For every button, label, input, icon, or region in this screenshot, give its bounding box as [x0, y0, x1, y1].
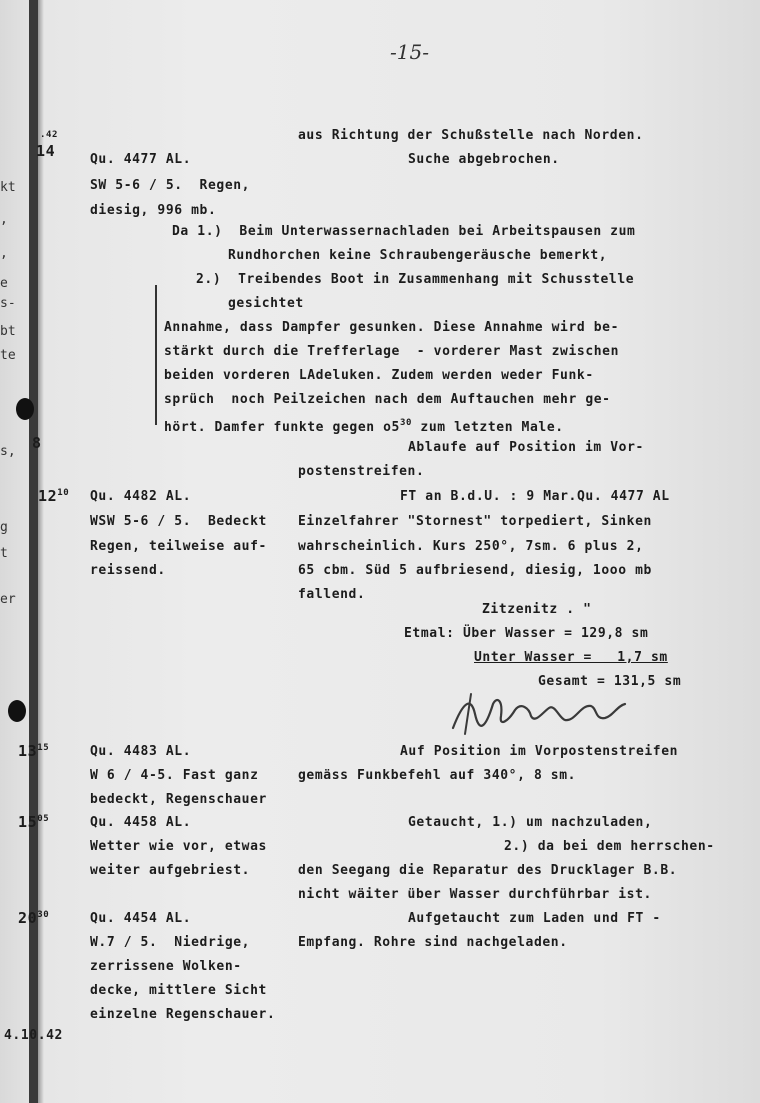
- weather-line: Wetter wie vor, etwas: [90, 839, 267, 854]
- text-line: Getaucht, 1.) um nachzuladen,: [408, 815, 653, 830]
- text-line: Einzelfahrer "Stornest" torpediert, Sinken: [298, 514, 652, 529]
- time-label: $12^{10}$: [38, 487, 70, 505]
- weather-line: zerrissene Wolken-: [90, 959, 242, 974]
- margin-mark: 8: [32, 434, 42, 452]
- text-line: gemäss Funkbefehl auf 340°, 8 sm.: [298, 768, 577, 783]
- text-line: aus Richtung der Schußstelle nach Norden.: [298, 128, 644, 143]
- text-line: hört. Damfer funkte gegen $o5^{30}$ zum letzten Male.: [164, 418, 564, 435]
- text-line: Etmal: Über Wasser = 129,8 sm: [404, 626, 649, 641]
- text-line: Da 1.) Beim Unterwassernachladen bei Arbeitspausen zum: [172, 224, 636, 239]
- margin-fragment: g: [0, 520, 8, 535]
- binding-shadow: [38, 0, 44, 1103]
- weather-line: reissend.: [90, 563, 166, 578]
- time-label: 14: [36, 142, 56, 160]
- text-line: Annahme, dass Dampfer gesunken. Diese Annahme wird be-: [164, 320, 620, 335]
- text-line: Unter Wasser = 1,7 sm: [474, 650, 668, 665]
- margin-fragment: bt: [0, 324, 16, 339]
- margin-fragment: e: [0, 276, 8, 291]
- text-line: beiden vorderen LAdeluken. Zudem werden weder Funk-: [164, 368, 594, 383]
- text-line: postenstreifen.: [298, 464, 425, 479]
- text-line: 65 cbm. Süd 5 aufbriesend, diesig, 1ooo mb: [298, 563, 652, 578]
- text-line: nicht wäiter über Wasser durchführbar ist.: [298, 887, 652, 902]
- text-line: den Seegang die Reparatur des Drucklager B.B.: [298, 863, 678, 878]
- weather-line: W 6 / 4-5. Fast ganz: [90, 768, 259, 783]
- text-line: 2.) da bei dem herrschen-: [504, 839, 715, 854]
- text-line: Auf Position im Vorpostenstreifen: [400, 744, 679, 759]
- time-label: $15^{05}$: [18, 813, 50, 831]
- weather-line: W.7 / 5. Niedrige,: [90, 935, 251, 950]
- margin-fragment: s,: [0, 444, 16, 459]
- time-small: .42: [40, 130, 59, 140]
- handwritten-signature: [445, 690, 635, 736]
- margin-fragment: te: [0, 348, 16, 363]
- time-label: $13^{15}$: [18, 742, 50, 760]
- margin-fragment: er: [0, 592, 16, 607]
- weather-line: decke, mittlere Sicht: [90, 983, 267, 998]
- margin-rule: [155, 285, 157, 425]
- text-line: sprüch noch Peilzeichen nach dem Auftauchen mehr ge-: [164, 392, 611, 407]
- position-label: Qu. 4458 AL.: [90, 815, 192, 830]
- text-line: Ablaufe auf Position im Vor-: [408, 440, 644, 455]
- weather-line: WSW 5-6 / 5. Bedeckt: [90, 514, 267, 529]
- position-label: Qu. 4454 AL.: [90, 911, 192, 926]
- margin-fragment: ,: [0, 246, 8, 261]
- weather-line: diesig, 996 mb.: [90, 203, 217, 218]
- time-label: $20^{30}$: [18, 909, 50, 927]
- text-line: gesichtet: [228, 296, 304, 311]
- weather-line: bedeckt, Regenschauer: [90, 792, 267, 807]
- text-line: stärkt durch die Trefferlage - vorderer Mast zwischen: [164, 344, 620, 359]
- text-line: Aufgetaucht zum Laden und FT -: [408, 911, 661, 926]
- page-number: -15-: [390, 40, 429, 64]
- text-line: Zitzenitz . ": [482, 602, 592, 617]
- punch-hole: [16, 398, 34, 420]
- punch-hole: [8, 700, 26, 722]
- text-line: Empfang. Rohre sind nachgeladen.: [298, 935, 568, 950]
- margin-fragment: s-: [0, 296, 16, 311]
- binding-strip: [29, 0, 38, 1103]
- text-line: fallend.: [298, 587, 366, 602]
- text-line: Suche abgebrochen.: [408, 152, 560, 167]
- margin-fragment: t: [0, 546, 8, 561]
- position-label: Qu. 4477 AL.: [90, 152, 192, 167]
- text-line: Rundhorchen keine Schraubengeräusche bemerkt,: [228, 248, 608, 263]
- date-label: 4.10.42: [4, 1028, 63, 1043]
- text-line: wahrscheinlich. Kurs 250°, 7sm. 6 plus 2,: [298, 539, 644, 554]
- text-line: Gesamt = 131,5 sm: [538, 674, 682, 689]
- weather-line: Regen, teilweise auf-: [90, 539, 267, 554]
- text-line: FT an B.d.U. : 9 Mar.Qu. 4477 AL: [400, 489, 670, 504]
- weather-line: weiter aufgebriest.: [90, 863, 251, 878]
- margin-fragment: kt: [0, 180, 16, 195]
- margin-fragment: ,: [0, 212, 8, 227]
- position-label: Qu. 4483 AL.: [90, 744, 192, 759]
- text-line: 2.) Treibendes Boot in Zusammenhang mit Schusstelle: [196, 272, 635, 287]
- position-label: Qu. 4482 AL.: [90, 489, 192, 504]
- weather-line: SW 5-6 / 5. Regen,: [90, 178, 251, 193]
- weather-line: einzelne Regenschauer.: [90, 1007, 276, 1022]
